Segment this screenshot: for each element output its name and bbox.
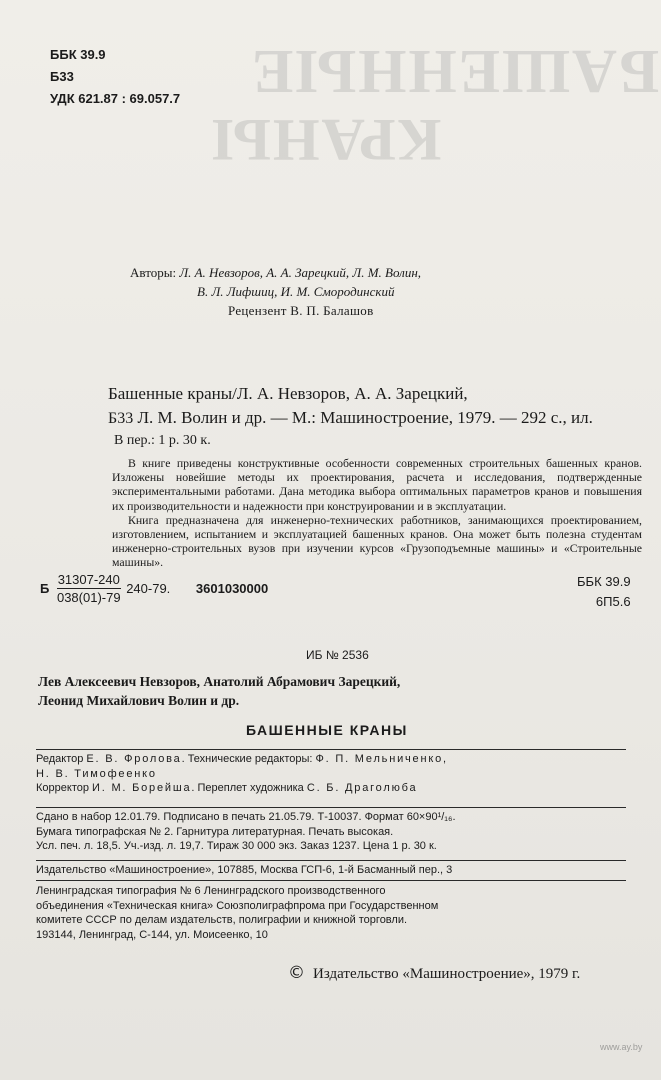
copyright: [288, 963, 580, 983]
tech-editor-name-2: Н. В. Тимофеенко: [36, 767, 157, 780]
full-authors-line-1: Лев Алексеевич Невзоров, Анатолий Абрамович Зарецкий,: [38, 674, 401, 689]
print-info-line-1: Сдано в набор 12.01.79. Подписано в печать 21.05.79. Т-10037. Формат 60×90¹/₁₆.: [36, 811, 456, 823]
editors-block: [36, 749, 626, 796]
catalog-index: [40, 571, 268, 606]
bbk-right-code: ББК 39.9: [577, 574, 631, 589]
index-code: 3601030000: [195, 581, 269, 596]
print-info-line-2: Бумага типографская № 2. Гарнитура литературная. Печать высокая.: [36, 825, 394, 838]
price: В пер.: 1 р. 30 к.: [114, 433, 211, 448]
publisher-block: [36, 860, 626, 881]
editor-name: Е. В. Фролова: [86, 753, 182, 765]
annotation-paragraph-1: В книге приведены конструктивные особенности современных строительных башенных кранов. Изложены новейшие методы их проектирования, расчета и исследования, подтвержденные экспериментальными работами. Дана методика выбора оптимальных параметров кранов и повышения их производительности и надежности при конструировании и в эксплуатации.: [112, 456, 642, 513]
cover-artist-name: С. Б. Драголюба: [306, 782, 418, 794]
corrector-label: Корректор: [36, 782, 93, 794]
corrector-name: И. М. Борейша: [92, 782, 192, 794]
bib-line-1: Башенные краны/Л. А. Невзоров, А. А. Зарецкий,: [108, 384, 468, 403]
authors-block: [130, 263, 421, 301]
book-title: БАШЕННЫЕ КРАНЫ: [246, 722, 408, 738]
editors-comma: ,: [443, 753, 447, 765]
index-fraction: [57, 571, 121, 606]
annotation: [112, 456, 642, 570]
bbk-code: ББК 39.9: [50, 47, 106, 62]
copyright-text: Издательство «Машиностроение», 1979 г.: [313, 966, 581, 982]
bbk-right-code-2: 6П5.6: [595, 594, 631, 609]
author-mark: Б33: [50, 69, 74, 84]
authors-line-2: В. Л. Лифшиц, И. М. Смородинский: [197, 284, 395, 299]
annotation-paragraph-2: Книга предназначена для инженерно-технических работников, занимающихся проектированием, изготовлением, испытанием и эксплуатацией башенных кранов. Она может быть полезна студентам инженерно-строительных вузов при изучении курсов «Грузоподъемные машины» и «Строительные машины».: [112, 512, 642, 570]
authors-label: Авторы:: [130, 265, 177, 280]
watermark: www.ay.by: [600, 1042, 643, 1052]
udk-code: УДК 621.87 : 69.057.7: [50, 91, 181, 106]
bib-line-2: Л. М. Волин и др. — М.: Машиностроение, 1979. — 292 с., ил.: [137, 408, 593, 427]
full-author-names: [38, 672, 400, 710]
index-mid: 240-79.: [126, 581, 171, 596]
reviewer: Рецензент В. П. Балашов: [228, 303, 374, 318]
printer-line-1: Ленинградская типография № 6 Ленинградского производственного: [36, 885, 386, 897]
copyright-icon: ©: [288, 963, 305, 983]
authors-line-1: Л. А. Невзоров, А. А. Зарецкий, Л. М. Волин,: [179, 265, 422, 280]
tech-editor-name-1: Ф. П. Мельниченко: [315, 753, 443, 765]
editor-label: Редактор: [36, 753, 87, 765]
printer-block: [36, 884, 626, 942]
bib-author-mark: Б33: [108, 410, 134, 427]
bbk-right-block: [577, 572, 631, 612]
print-info-block: [36, 807, 626, 854]
index-letter: Б: [40, 581, 50, 596]
printer-line-3: комитете СССР по делам издательств, полиграфии и книжной торговли.: [36, 914, 408, 926]
full-authors-line-2: Леонид Михайлович Волин и др.: [38, 693, 240, 708]
cover-artist-label: . Переплет художника: [191, 782, 307, 794]
index-denominator: 038(01)-79: [56, 590, 121, 605]
printer-line-4: 193144, Ленинград, С-144, ул. Моисеенко, 10: [36, 928, 268, 941]
classification-block: [50, 44, 180, 110]
ib-number: ИБ № 2536: [306, 648, 369, 662]
bleed-through-title-line2: КРАНЫ: [210, 107, 442, 173]
bibliographic-record: [108, 382, 593, 431]
index-numerator: 31307-240: [57, 572, 120, 587]
bleed-through-title-line1: БАШЕННЫЕ: [250, 37, 660, 105]
tech-editors-label: . Технические редакторы:: [181, 753, 316, 765]
publisher-line: Издательство «Машиностроение», 107885, Москва ГСП-6, 1-й Басманный пер., 3: [36, 864, 453, 876]
printer-line-2: объединения «Техническая книга» Союзполиграфпрома при Государственном: [36, 899, 439, 912]
print-info-line-3: Усл. печ. л. 18,5. Уч.-изд. л. 19,7. Тираж 30 000 экз. Заказ 1237. Цена 1 р. 30 к.: [36, 840, 437, 852]
